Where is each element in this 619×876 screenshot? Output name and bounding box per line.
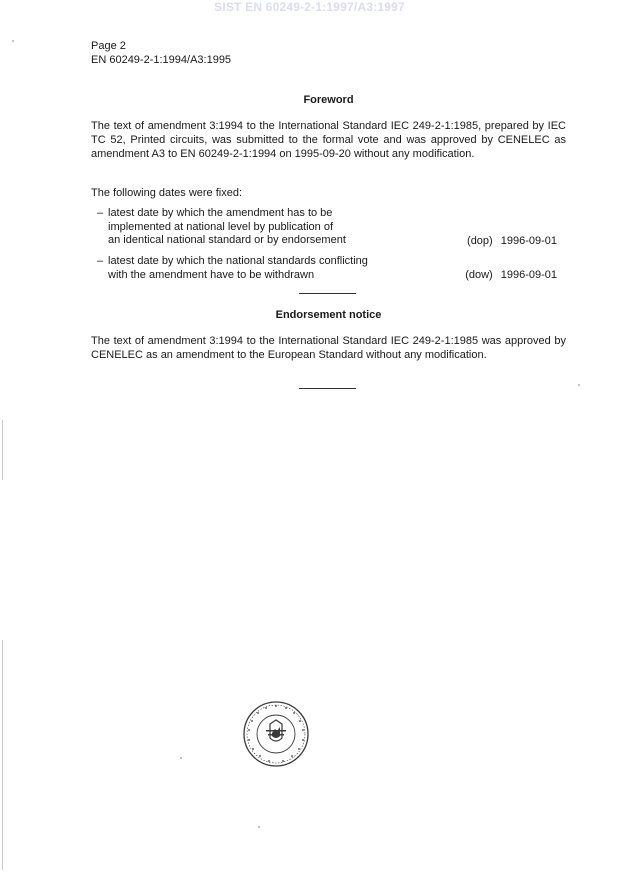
date-item-dow — [97, 255, 559, 282]
section-divider — [299, 293, 356, 294]
document-reference: EN 60249-2-1:1994/A3:1995 — [91, 53, 232, 66]
scan-speck — [12, 40, 14, 42]
date-value — [465, 269, 557, 283]
section-divider-end — [299, 388, 356, 389]
date-item-dop — [97, 207, 559, 248]
foreword-heading: Foreword — [303, 94, 354, 106]
scan-speck — [180, 757, 182, 759]
date-item-line: with the amendment have to be withdrawn — [108, 268, 315, 281]
date-item-text — [108, 207, 438, 248]
endorsement-heading: Endorsement notice — [275, 309, 382, 321]
date-item-line: latest date by which the amendment has to be — [108, 207, 333, 219]
date-code: (dop) — [467, 234, 493, 247]
date-item-line: an identical national standard or by endorsement — [108, 234, 346, 246]
date-text: 1996-09-01 — [500, 268, 557, 281]
page-number: Page 2 — [91, 40, 126, 52]
date-text: 1996-09-01 — [500, 234, 557, 247]
list-dash: – — [97, 207, 104, 219]
dates-intro: The following dates were fixed: — [91, 187, 243, 199]
endorsement-paragraph: The text of amendment 3:1994 to the International Standard IEC 249-2-1:1985 was approved by CENELEC as an amendment to the European Standard without any modification. — [91, 335, 566, 361]
date-value — [467, 235, 557, 249]
scan-speck — [578, 384, 580, 386]
official-stamp-icon — [242, 700, 310, 768]
date-item-line: implemented at national level by publication of — [108, 220, 334, 233]
date-code: (dow) — [465, 268, 493, 281]
watermark: SIST EN 60249-2-1:1997/A3:1997 — [214, 0, 405, 14]
scan-edge-line — [2, 420, 3, 480]
foreword-paragraph: The text of amendment 3:1994 to the International Standard IEC 249-2-1:1985, prepared by IEC TC 52, Printed circuits, was submitted to the formal vote and was approved by CENELEC as amendment A3 to EN 60249-2-1:1994 on 1995-09-20 without any modification. — [91, 120, 566, 160]
page-header — [91, 40, 231, 67]
list-dash: – — [97, 255, 104, 267]
date-item-text — [108, 255, 438, 282]
scan-edge-line — [2, 640, 3, 870]
scan-speck — [258, 826, 260, 828]
date-item-line: latest date by which the national standards conflicting — [108, 255, 368, 267]
